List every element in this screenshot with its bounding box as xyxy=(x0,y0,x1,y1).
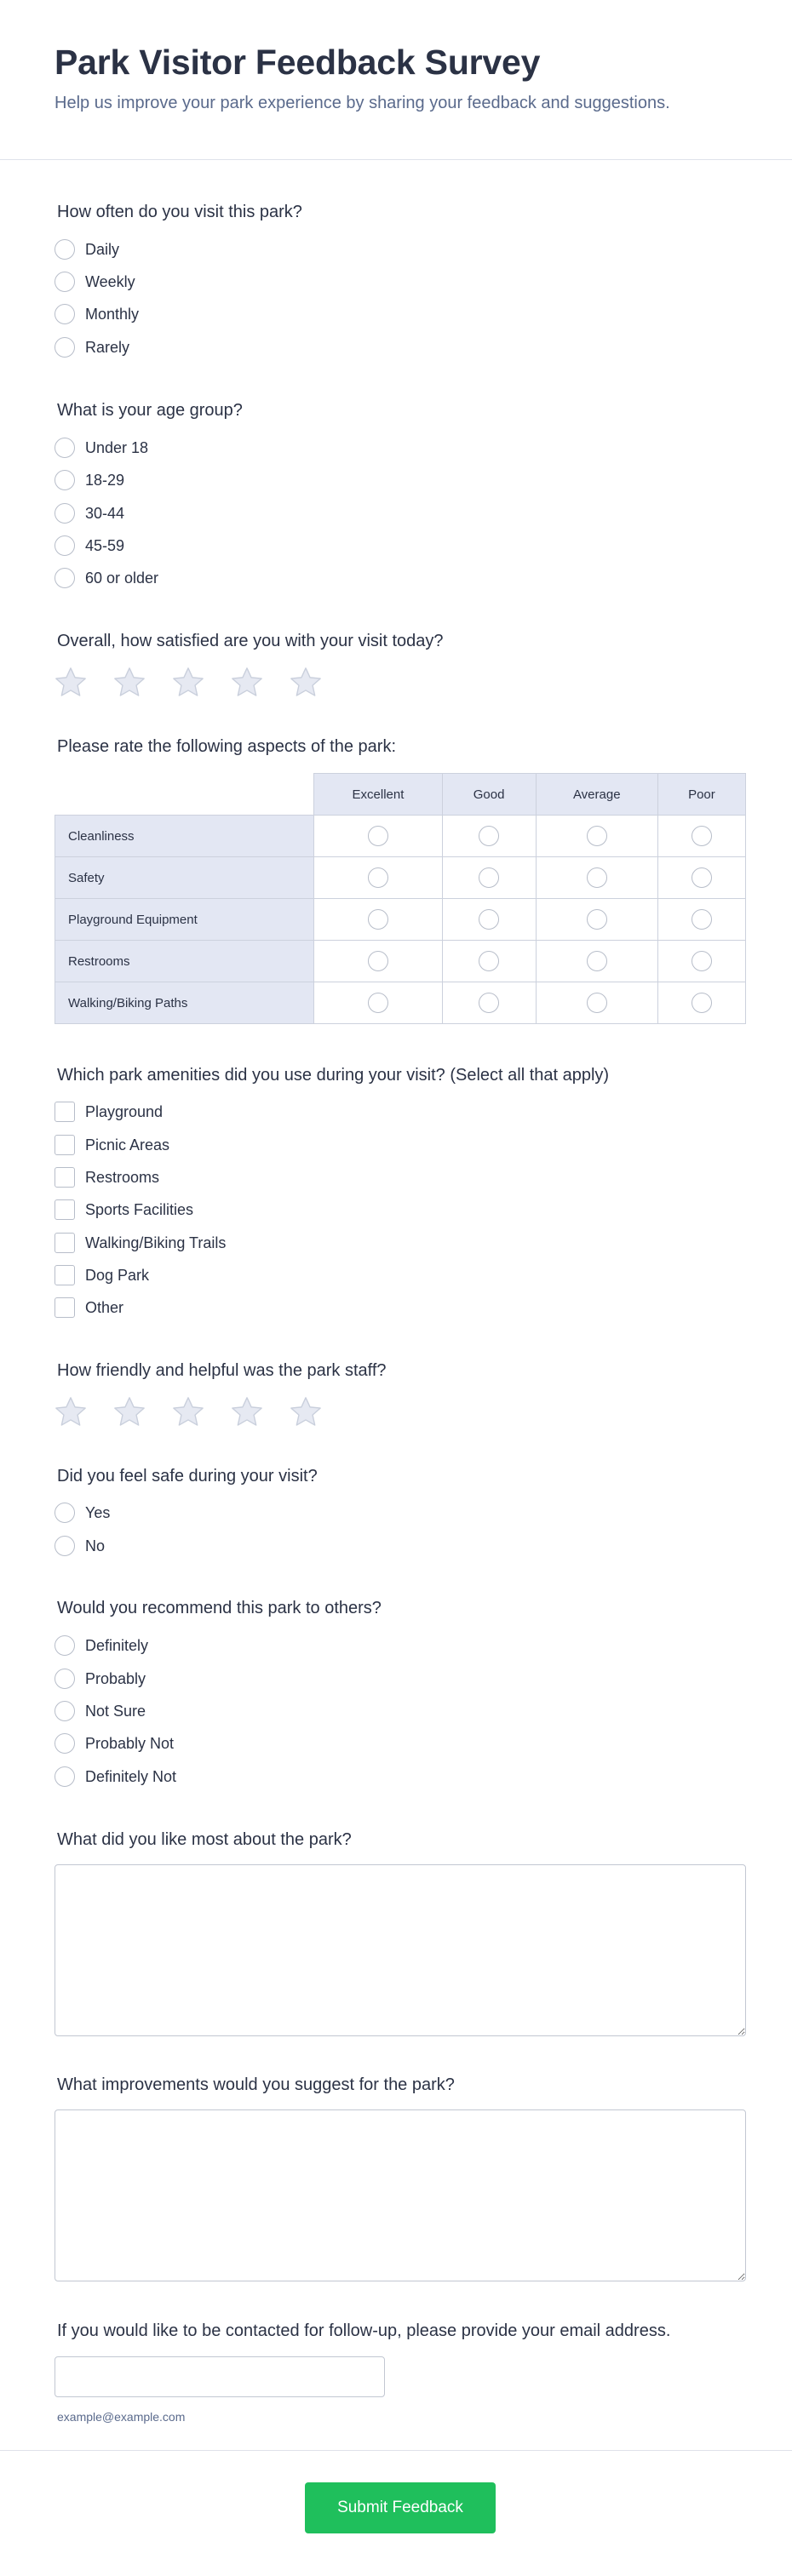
matrix-radio[interactable] xyxy=(368,826,388,846)
radio-option-weekly[interactable]: Weekly xyxy=(55,271,135,293)
checkbox-option-sports-facilities[interactable]: Sports Facilities xyxy=(55,1199,193,1221)
checkbox[interactable] xyxy=(55,1265,75,1285)
matrix-radio[interactable] xyxy=(587,951,607,971)
radio-button[interactable] xyxy=(55,1536,75,1556)
matrix-row-restrooms xyxy=(55,941,746,982)
matrix-row-label: Safety xyxy=(55,857,314,899)
radio-button[interactable] xyxy=(55,1733,75,1754)
checkbox-option-walking-biking-trails[interactable]: Walking/Biking Trails xyxy=(55,1232,226,1254)
matrix-row-safety xyxy=(55,857,746,899)
radio-button[interactable] xyxy=(55,239,75,260)
star-icon[interactable] xyxy=(53,665,89,701)
email-hint: example@example.com xyxy=(57,2410,186,2424)
matrix-radio[interactable] xyxy=(368,909,388,930)
radio-option-60-plus[interactable]: 60 or older xyxy=(55,567,158,589)
radio-button[interactable] xyxy=(55,1669,75,1689)
star-icon[interactable] xyxy=(170,665,206,701)
question-recommend: Would you recommend this park to others? xyxy=(57,1599,382,1617)
matrix-row-cleanliness xyxy=(55,816,746,857)
radio-option-probably-not[interactable]: Probably Not xyxy=(55,1732,174,1755)
radio-option-monthly[interactable]: Monthly xyxy=(55,303,139,325)
question-visit-frequency: How often do you visit this park? xyxy=(57,203,302,221)
star-icon[interactable] xyxy=(170,1394,206,1430)
radio-option-30-44[interactable]: 30-44 xyxy=(55,502,124,524)
radio-option-definitely-not[interactable]: Definitely Not xyxy=(55,1766,176,1788)
matrix-radio[interactable] xyxy=(692,909,712,930)
matrix-radio[interactable] xyxy=(479,909,499,930)
page-title: Park Visitor Feedback Survey xyxy=(55,43,541,82)
matrix-row-walking-biking-paths xyxy=(55,982,746,1024)
matrix-radio[interactable] xyxy=(692,951,712,971)
radio-option-definitely[interactable]: Definitely xyxy=(55,1634,148,1657)
checkbox-option-dog-park[interactable]: Dog Park xyxy=(55,1264,149,1286)
question-staff-friendliness: How friendly and helpful was the park staff? xyxy=(57,1361,387,1380)
checkbox[interactable] xyxy=(55,1167,75,1188)
checkbox-option-picnic-areas[interactable]: Picnic Areas xyxy=(55,1134,169,1156)
matrix-radio[interactable] xyxy=(479,867,499,888)
email-field[interactable] xyxy=(55,2356,385,2397)
checkbox[interactable] xyxy=(55,1199,75,1220)
radio-button[interactable] xyxy=(55,1701,75,1721)
question-amenities: Which park amenities did you use during your visit? (Select all that apply) xyxy=(57,1066,610,1085)
star-icon[interactable] xyxy=(229,665,265,701)
star-icon[interactable] xyxy=(112,665,147,701)
matrix-radio[interactable] xyxy=(368,951,388,971)
checkbox-option-other[interactable]: Other xyxy=(55,1297,123,1319)
matrix-row-playground-equipment xyxy=(55,899,746,941)
matrix-col-poor: Poor xyxy=(657,774,745,816)
checkbox-option-restrooms[interactable]: Restrooms xyxy=(55,1166,159,1188)
radio-button[interactable] xyxy=(55,337,75,358)
matrix-radio[interactable] xyxy=(368,993,388,1013)
matrix-row-label: Playground Equipment xyxy=(55,899,314,941)
rating-matrix xyxy=(55,773,746,1024)
star-icon[interactable] xyxy=(288,1394,324,1430)
matrix-radio[interactable] xyxy=(587,993,607,1013)
star-icon[interactable] xyxy=(288,665,324,701)
radio-button[interactable] xyxy=(55,438,75,458)
radio-option-18-29[interactable]: 18-29 xyxy=(55,469,124,491)
star-icon[interactable] xyxy=(112,1394,147,1430)
checkbox[interactable] xyxy=(55,1233,75,1253)
radio-option-45-59[interactable]: 45-59 xyxy=(55,535,124,557)
radio-option-probably[interactable]: Probably xyxy=(55,1668,146,1690)
matrix-col-good: Good xyxy=(442,774,536,816)
question-improvements: What improvements would you suggest for the park? xyxy=(57,2075,455,2094)
question-park-aspects: Please rate the following aspects of the park: xyxy=(57,737,397,756)
checkbox[interactable] xyxy=(55,1135,75,1155)
matrix-radio[interactable] xyxy=(692,826,712,846)
radio-button[interactable] xyxy=(55,470,75,490)
star-icon[interactable] xyxy=(229,1394,265,1430)
question-liked-most: What did you like most about the park? xyxy=(57,1830,352,1849)
radio-button[interactable] xyxy=(55,1503,75,1523)
question-satisfaction: Overall, how satisfied are you with your visit today? xyxy=(57,632,444,650)
matrix-radio[interactable] xyxy=(368,867,388,888)
matrix-col-average: Average xyxy=(536,774,657,816)
matrix-row-label: Cleanliness xyxy=(55,816,314,857)
star-rating-staff xyxy=(53,1394,347,1430)
radio-option-no[interactable]: No xyxy=(55,1535,105,1557)
matrix-row-label: Restrooms xyxy=(55,941,314,982)
star-icon[interactable] xyxy=(53,1394,89,1430)
improvements-textarea[interactable] xyxy=(55,2109,746,2281)
submit-button[interactable]: Submit Feedback xyxy=(305,2482,496,2533)
radio-option-yes[interactable]: Yes xyxy=(55,1502,110,1524)
radio-option-under-18[interactable]: Under 18 xyxy=(55,437,148,459)
page-subtitle: Help us improve your park experience by sharing your feedback and suggestions. xyxy=(55,94,670,112)
radio-button[interactable] xyxy=(55,535,75,556)
checkbox[interactable] xyxy=(55,1297,75,1318)
radio-button[interactable] xyxy=(55,1766,75,1787)
radio-button[interactable] xyxy=(55,503,75,524)
radio-option-rarely[interactable]: Rarely xyxy=(55,336,129,358)
matrix-radio[interactable] xyxy=(479,993,499,1013)
star-rating-satisfaction xyxy=(53,665,347,701)
liked-most-textarea[interactable] xyxy=(55,1864,746,2036)
matrix-row-label: Walking/Biking Paths xyxy=(55,982,314,1024)
matrix-radio[interactable] xyxy=(587,867,607,888)
matrix-radio[interactable] xyxy=(587,826,607,846)
matrix-col-excellent: Excellent xyxy=(314,774,442,816)
matrix-radio[interactable] xyxy=(692,993,712,1013)
radio-option-not-sure[interactable]: Not Sure xyxy=(55,1700,146,1722)
radio-button[interactable] xyxy=(55,568,75,588)
matrix-corner xyxy=(55,774,314,816)
matrix-radio[interactable] xyxy=(587,909,607,930)
matrix-radio[interactable] xyxy=(479,951,499,971)
question-felt-safe: Did you feel safe during your visit? xyxy=(57,1467,318,1485)
question-email: If you would like to be contacted for follow-up, please provide your email address. xyxy=(57,2321,671,2340)
matrix-radio[interactable] xyxy=(692,867,712,888)
matrix-radio[interactable] xyxy=(479,826,499,846)
checkbox-option-playground[interactable]: Playground xyxy=(55,1101,163,1123)
radio-button[interactable] xyxy=(55,304,75,324)
radio-option-daily[interactable]: Daily xyxy=(55,238,119,260)
survey-header xyxy=(0,0,792,160)
radio-button[interactable] xyxy=(55,1635,75,1656)
question-age-group: What is your age group? xyxy=(57,401,243,420)
checkbox[interactable] xyxy=(55,1102,75,1122)
radio-button[interactable] xyxy=(55,272,75,292)
